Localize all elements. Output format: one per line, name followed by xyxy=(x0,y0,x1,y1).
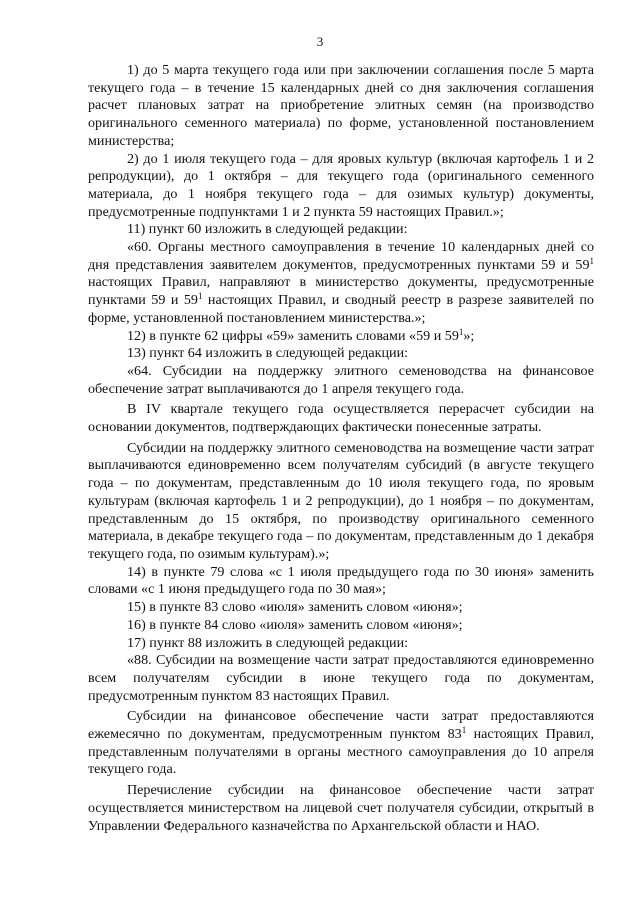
paragraph-amend-15: 15) в пункте 83 слово «июля» заменить словом «июня»; xyxy=(127,599,463,616)
paragraph-clause-88: «88. Субсидии на возмещение части затрат предоставляются единовременно всем получателям субсидии в июне текущего года по документам, предусмотренным пунктом 83 настоящих Правил. xyxy=(88,652,594,704)
paragraph-amend-14: 14) в пункте 79 слова «с 1 июля предыдущего года по 30 июня» заменить словами «с 1 июня предыдущего года по 30 мая»; xyxy=(88,563,594,598)
page-number: 3 xyxy=(316,34,324,49)
paragraph-clause-64: «64. Субсидии на поддержку элитного семеноводства на финансовое обеспечение затрат выплачиваются до 1 апреля текущего года. xyxy=(88,362,594,397)
paragraph-item-2: 2) до 1 июля текущего года – для яровых культур (включая картофель 1 и 2 репродукции), до 1 октября – для текущего года (оригинального семенного материала, до 1 ноября текущего года – для озимых культур) документы, предусмотренные подпунктами 1 и 2 пункта 59 настоящих Правил.»; xyxy=(88,150,594,220)
paragraph-monthly-subsidy: Субсидии на финансовое обеспечение части затрат предоставляются ежемесячно по документам, предусмотренным пунктом $83^1$ настоящих Правил, представленным получателями в органы местного самоуправления до 10 апреля текущего года. xyxy=(88,708,594,778)
paragraph-transfer: Перечисление субсидии на финансовое обеспечение части затрат осуществляется министерством на лицевой счет получателя субсидии, открытый в Управлении Федерального казначейства по Архангельской области и НАО. xyxy=(88,782,594,834)
paragraph-amend-16: 16) в пункте 84 слово «июля» заменить словом «июня»; xyxy=(127,616,463,633)
paragraph-item-1: 1) до 5 марта текущего года или при заключении соглашения после 5 марта текущего года – в течение 15 календарных дней со дня заключения соглашения расчет плановых затрат на приобретение элитных семян (на производство оригинального семенного материала) по форме, установленной постановлением министерства; xyxy=(88,62,594,149)
document-body xyxy=(88,62,594,835)
paragraph-amend-11: 11) пункт 60 изложить в следующей редакции: xyxy=(127,221,408,238)
paragraph-amend-12: 12) в пункте 62 цифры «59» заменить словами «59 и $59^1$»; xyxy=(127,326,475,344)
paragraph-clause-60: «60. Органы местного самоуправления в течение 10 календарных дней со дня представления заявителем документов, предусмотренных пунктами 59 и $59^1$ настоящих Правил, направляют в министерство документы, предусмотренные пунктами 59 и $59^1$ настоящих Правил, и сводный реестр в разрезе заявителей по форме, установленной постановлением министерства.»; xyxy=(88,239,594,326)
paragraph-recalculation: В IV квартале текущего года осуществляется перерасчет субсидии на основании документов, подтверждающих фактически понесенные затраты. xyxy=(88,401,594,436)
paragraph-reimbursement: Субсидии на поддержку элитного семеноводства на возмещение части затрат выплачиваются единовременно всем получателям субсидий (в августе текущего года – по документам, представленным до 10 июля текущего года, по яровым культурам (включая картофель 1 и 2 репродукции), до 1 ноября – по документам, представленным до 15 октября, по производству оригинального семенного материала, в декабре текущего года – по документам, представленным до 1 декабря текущего года, по озимым культурам).»; xyxy=(88,439,594,562)
paragraph-amend-17: 17) пункт 88 изложить в следующей редакции: xyxy=(127,634,409,651)
paragraph-amend-13: 13) пункт 64 изложить в следующей редакции: xyxy=(127,345,409,362)
